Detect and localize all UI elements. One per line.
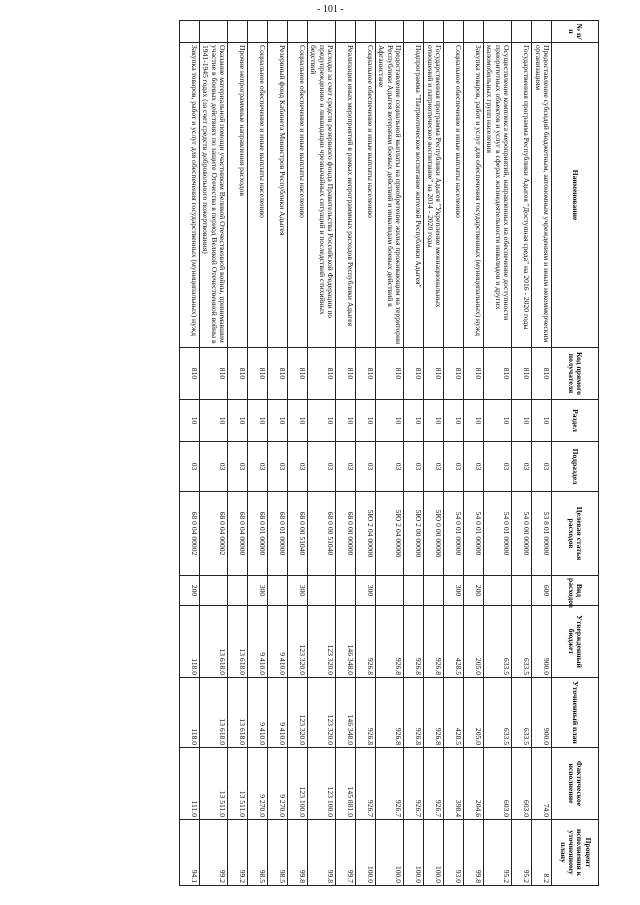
- table-row: [463, 21, 483, 886]
- cell-type: 300: [355, 576, 375, 606]
- table-row: [287, 21, 307, 886]
- cell-type: [423, 576, 443, 606]
- col-section-header: Раздел: [552, 400, 599, 442]
- table-row: [267, 21, 287, 886]
- cell-approved: 633.5: [483, 606, 511, 678]
- cell-actual: 123 100.0: [307, 748, 335, 820]
- cell-num: [463, 21, 483, 43]
- cell-name: Оказание материальной помощи участникам Великой Отечественной войны, принимавшим участие в боевых действиях по защите Отечества в период Великой Отечественной войны в 1941-1945 годах (за счет средств добровольного пожертвования): [199, 43, 227, 348]
- cell-subsection: 03: [463, 442, 483, 492]
- cell-actual: 926.7: [375, 748, 403, 820]
- cell-subsection: 03: [199, 442, 227, 492]
- cell-section: 10: [355, 400, 375, 442]
- cell-subsection: 03: [247, 442, 267, 492]
- cell-section: 10: [403, 400, 423, 442]
- cell-adjusted: 123 320.0: [287, 678, 307, 748]
- cell-adjusted: 9 410.0: [247, 678, 267, 748]
- cell-type: [512, 576, 532, 606]
- cell-recipient: 810: [179, 348, 199, 400]
- cell-target: 68 0 01 00000: [267, 492, 287, 576]
- cell-approved: 146 348.0: [335, 606, 355, 678]
- cell-section: 10: [267, 400, 287, 442]
- table-row: [307, 21, 335, 886]
- cell-percent: 95.2: [512, 820, 532, 886]
- cell-percent: 100.0: [423, 820, 443, 886]
- table-row: [423, 21, 443, 886]
- rotated-page: [37, 20, 599, 885]
- cell-target: 68 0 04 00000: [227, 492, 247, 576]
- col-target-header: Целевая статья расходов: [552, 492, 599, 576]
- cell-subsection: 03: [307, 442, 335, 492]
- cell-subsection: 03: [403, 442, 423, 492]
- cell-actual: 123 100.0: [287, 748, 307, 820]
- cell-recipient: 810: [355, 348, 375, 400]
- cell-approved: 118.0: [179, 606, 199, 678]
- cell-num: [267, 21, 287, 43]
- cell-percent: 98.5: [267, 820, 287, 886]
- cell-approved: 926.8: [355, 606, 375, 678]
- cell-type: 300: [443, 576, 463, 606]
- cell-name: Социальное обеспечение и иные выплаты населению: [355, 43, 375, 348]
- col-approved-header: Утвержденный бюджет: [552, 606, 599, 678]
- cell-adjusted: 633.5: [512, 678, 532, 748]
- cell-num: [483, 21, 511, 43]
- cell-adjusted: 900.0: [532, 678, 552, 748]
- cell-name: Социальное обеспечение и иные выплаты населению: [247, 43, 267, 348]
- cell-actual: 9 270.0: [247, 748, 267, 820]
- cell-num: [423, 21, 443, 43]
- cell-num: [307, 21, 335, 43]
- cell-num: [355, 21, 375, 43]
- col-actual-header: Фактическое исполнение: [552, 748, 599, 820]
- cell-subsection: 03: [423, 442, 443, 492]
- cell-adjusted: 13 618.0: [199, 678, 227, 748]
- cell-approved: 926.8: [423, 606, 443, 678]
- cell-num: [375, 21, 403, 43]
- cell-section: 10: [512, 400, 532, 442]
- table-row: [335, 21, 355, 886]
- col-percent-header: Процент исполнения к уточненному плану: [552, 820, 599, 886]
- page-number: - 101 -: [317, 4, 344, 15]
- cell-adjusted: 633.5: [483, 678, 511, 748]
- table-row: [247, 21, 267, 886]
- cell-recipient: 810: [375, 348, 403, 400]
- cell-target: 5Ю 2 04 00000: [355, 492, 375, 576]
- col-type-header: Вид расходов: [552, 576, 599, 606]
- table-row: [355, 21, 375, 886]
- cell-percent: 100.0: [403, 820, 423, 886]
- cell-percent: 8.2: [532, 820, 552, 886]
- cell-actual: 926.7: [423, 748, 443, 820]
- cell-type: [267, 576, 287, 606]
- cell-subsection: 03: [355, 442, 375, 492]
- cell-section: 10: [463, 400, 483, 442]
- cell-actual: 926.7: [403, 748, 423, 820]
- table-row: [483, 21, 511, 886]
- cell-recipient: 810: [335, 348, 355, 400]
- cell-target: 54 0 01 00000: [463, 492, 483, 576]
- cell-type: [483, 576, 511, 606]
- cell-approved: 926.8: [403, 606, 423, 678]
- table-row: [179, 21, 199, 886]
- cell-num: [287, 21, 307, 43]
- col-adjusted-header: Уточненный план: [552, 678, 599, 748]
- table-row: [227, 21, 247, 886]
- cell-actual: 398.4: [443, 748, 463, 820]
- cell-recipient: 810: [307, 348, 335, 400]
- cell-subsection: 03: [267, 442, 287, 492]
- cell-section: 10: [199, 400, 227, 442]
- cell-percent: 100.0: [355, 820, 375, 886]
- cell-section: 10: [375, 400, 403, 442]
- cell-target: 53 8 01 00000: [532, 492, 552, 576]
- cell-adjusted: 118.0: [179, 678, 199, 748]
- cell-adjusted: 146 348.0: [335, 678, 355, 748]
- cell-percent: 99.8: [463, 820, 483, 886]
- cell-recipient: 810: [403, 348, 423, 400]
- cell-type: [227, 576, 247, 606]
- cell-adjusted: 926.8: [355, 678, 375, 748]
- cell-name: Реализация иных мероприятий в рамках непрограммных расходов Республики Адыгея: [335, 43, 355, 348]
- cell-target: 54 0 01 00000: [483, 492, 511, 576]
- cell-name: Расходы за счет средств резервного фонда Правительства Российской Федерации по предупреждению и ликвидации чрезвычайных ситуаций и последствий стихийных бедствий: [307, 43, 335, 348]
- cell-subsection: 03: [287, 442, 307, 492]
- cell-percent: 98.5: [247, 820, 267, 886]
- cell-approved: 13 618.0: [227, 606, 247, 678]
- cell-adjusted: 205.0: [463, 678, 483, 748]
- cell-type: [375, 576, 403, 606]
- table-row: [403, 21, 423, 886]
- cell-name: Предоставление социальной выплаты на приобретение жилья проживающим на территории Республики Адыгея ветеранам боевых действий и инвалидам боевых действий в Афганистане: [375, 43, 403, 348]
- cell-adjusted: 13 618.0: [227, 678, 247, 748]
- cell-section: 10: [287, 400, 307, 442]
- cell-percent: 99.8: [307, 820, 335, 886]
- cell-subsection: 03: [443, 442, 463, 492]
- cell-recipient: 810: [423, 348, 443, 400]
- table-header-row: [552, 21, 599, 886]
- cell-approved: 9 410.0: [267, 606, 287, 678]
- cell-type: 300: [287, 576, 307, 606]
- cell-section: 10: [335, 400, 355, 442]
- cell-adjusted: 9 410.0: [267, 678, 287, 748]
- cell-subsection: 03: [179, 442, 199, 492]
- col-num-header: № п/п: [552, 21, 599, 43]
- cell-actual: 13 511.0: [199, 748, 227, 820]
- col-recipient-header: Код прямого получателя: [552, 348, 599, 400]
- col-subsection-header: Подраздел: [552, 442, 599, 492]
- cell-adjusted: 926.8: [403, 678, 423, 748]
- cell-recipient: 810: [247, 348, 267, 400]
- cell-name: Подпрограмма "Патриотическое воспитание жителей Республики Адыгея": [403, 43, 423, 348]
- cell-actual: 13 511.0: [227, 748, 247, 820]
- cell-percent: 99.7: [335, 820, 355, 886]
- cell-type: 300: [247, 576, 267, 606]
- cell-name: Закупка товаров, работ и услуг для обеспечения государственных (муниципальных) нужд: [463, 43, 483, 348]
- cell-section: 10: [247, 400, 267, 442]
- cell-subsection: 03: [483, 442, 511, 492]
- cell-subsection: 03: [227, 442, 247, 492]
- cell-actual: 926.7: [355, 748, 375, 820]
- cell-approved: 123 320.0: [307, 606, 335, 678]
- cell-num: [199, 21, 227, 43]
- cell-approved: 205.0: [463, 606, 483, 678]
- cell-name: Предоставление субсидий бюджетным, автономным учреждениям и иным некоммерческим организациям: [532, 43, 552, 348]
- cell-type: 200: [463, 576, 483, 606]
- col-name-header: Наименование: [552, 43, 599, 348]
- cell-section: 10: [227, 400, 247, 442]
- table-row: [375, 21, 403, 886]
- budget-table: [179, 20, 599, 886]
- cell-num: [247, 21, 267, 43]
- cell-name: Социальное обеспечение и иные выплаты населению: [287, 43, 307, 348]
- cell-name: Государственная программа Республики Адыгея "Доступная среда" на 2016 - 2020 годы: [512, 43, 532, 348]
- cell-num: [227, 21, 247, 43]
- table-row: [443, 21, 463, 886]
- cell-section: 10: [307, 400, 335, 442]
- cell-actual: 603.0: [483, 748, 511, 820]
- cell-approved: 900.0: [532, 606, 552, 678]
- cell-type: [403, 576, 423, 606]
- cell-recipient: 810: [532, 348, 552, 400]
- cell-approved: 428.5: [443, 606, 463, 678]
- cell-name: Резервный фонд Кабинета Министров Республики Адыгея: [267, 43, 287, 348]
- cell-num: [179, 21, 199, 43]
- cell-type: 600: [532, 576, 552, 606]
- table-row: [512, 21, 532, 886]
- cell-recipient: 810: [267, 348, 287, 400]
- cell-recipient: 810: [483, 348, 511, 400]
- cell-percent: 99.2: [227, 820, 247, 886]
- cell-recipient: 810: [443, 348, 463, 400]
- cell-num: [512, 21, 532, 43]
- cell-subsection: 03: [532, 442, 552, 492]
- table-row: [199, 21, 227, 886]
- cell-approved: 633.5: [512, 606, 532, 678]
- cell-actual: 603.0: [512, 748, 532, 820]
- cell-subsection: 03: [512, 442, 532, 492]
- cell-actual: 145 881.0: [335, 748, 355, 820]
- cell-target: 5Ю 0 00 00000: [423, 492, 443, 576]
- cell-section: 10: [179, 400, 199, 442]
- cell-approved: 926.8: [375, 606, 403, 678]
- cell-section: 10: [532, 400, 552, 442]
- cell-type: 200: [179, 576, 199, 606]
- cell-recipient: 810: [199, 348, 227, 400]
- cell-num: [335, 21, 355, 43]
- cell-target: 68 0 01 00000: [247, 492, 267, 576]
- cell-percent: 95.2: [483, 820, 511, 886]
- cell-target: 54 0 01 00000: [443, 492, 463, 576]
- cell-percent: 99.8: [287, 820, 307, 886]
- cell-adjusted: 428.5: [443, 678, 463, 748]
- cell-recipient: 810: [463, 348, 483, 400]
- cell-target: 68 0 00 51040: [287, 492, 307, 576]
- cell-recipient: 810: [227, 348, 247, 400]
- cell-target: 68 0 00 00000: [335, 492, 355, 576]
- cell-section: 10: [443, 400, 463, 442]
- cell-name: Государственная программа Республики Адыгея "Укрепление межнациональных отношений и патриотическое воспитание" на 2014 - 2020 годы: [423, 43, 443, 348]
- cell-adjusted: 926.8: [375, 678, 403, 748]
- cell-actual: 9 270.0: [267, 748, 287, 820]
- cell-percent: 100.0: [375, 820, 403, 886]
- cell-recipient: 810: [287, 348, 307, 400]
- cell-adjusted: 926.8: [423, 678, 443, 748]
- cell-actual: 111.0: [179, 748, 199, 820]
- cell-percent: 93.0: [443, 820, 463, 886]
- table-row: [532, 21, 552, 886]
- cell-type: [307, 576, 335, 606]
- cell-actual: 74.0: [532, 748, 552, 820]
- cell-percent: 99.2: [199, 820, 227, 886]
- cell-actual: 204.6: [463, 748, 483, 820]
- cell-name: Социальное обеспечение и иные выплаты населению: [443, 43, 463, 348]
- cell-target: 54 0 00 00000: [512, 492, 532, 576]
- cell-target: 5Ю 2 04 00000: [375, 492, 403, 576]
- cell-num: [443, 21, 463, 43]
- cell-target: 68 0 04 00002: [179, 492, 199, 576]
- cell-subsection: 03: [375, 442, 403, 492]
- cell-approved: 123 320.0: [287, 606, 307, 678]
- cell-section: 10: [483, 400, 511, 442]
- cell-adjusted: 123 320.0: [307, 678, 335, 748]
- cell-name: Закупка товаров, работ и услуг для обеспечения государственных (муниципальных) нужд: [179, 43, 199, 348]
- cell-approved: 13 618.0: [199, 606, 227, 678]
- cell-name: Осуществление комплекса мероприятий, направленных на обеспечение доступности приоритетных объектов и услуг в сферах жизнедеятельности инвалидов и других маломобильных групп населения: [483, 43, 511, 348]
- cell-target: 68 0 00 51040: [307, 492, 335, 576]
- cell-type: [199, 576, 227, 606]
- cell-type: [335, 576, 355, 606]
- cell-section: 10: [423, 400, 443, 442]
- cell-percent: 94.1: [179, 820, 199, 886]
- cell-target: 68 0 04 00002: [199, 492, 227, 576]
- cell-name: Прочие непрограммные направления расходов: [227, 43, 247, 348]
- cell-num: [532, 21, 552, 43]
- cell-target: 5Ю 2 00 00000: [403, 492, 423, 576]
- cell-approved: 9 410.0: [247, 606, 267, 678]
- cell-recipient: 810: [512, 348, 532, 400]
- cell-subsection: 03: [335, 442, 355, 492]
- cell-num: [403, 21, 423, 43]
